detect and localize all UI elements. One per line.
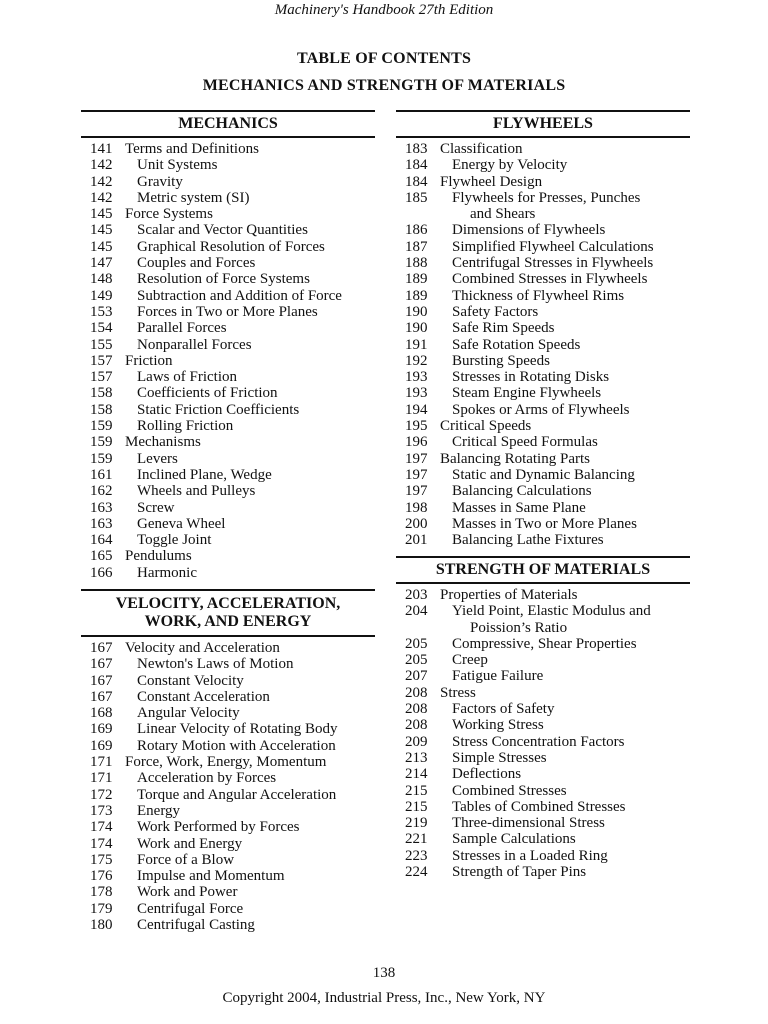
toc-entry-title: Levers — [137, 450, 178, 467]
toc-page-number: 176 — [90, 868, 113, 885]
toc-page-number: 204 — [405, 603, 428, 620]
toc-page-number: 171 — [90, 770, 113, 787]
toc-entry-title: Stresses in a Loaded Ring — [452, 847, 608, 864]
toc-entry — [81, 385, 375, 401]
toc-entry-title: Friction — [125, 352, 173, 369]
toc-page-number: 197 — [405, 483, 428, 500]
toc-entry — [81, 754, 375, 770]
toc-entry — [81, 239, 375, 255]
toc-entry — [396, 864, 690, 880]
toc-entry — [396, 304, 690, 320]
toc-entry-title: Terms and Definitions — [125, 141, 259, 157]
toc-entry-title: Constant Acceleration — [137, 688, 270, 705]
toc-page-number: 189 — [405, 287, 428, 304]
toc-page-number: 203 — [405, 587, 428, 603]
toc-entry — [81, 174, 375, 190]
toc-entry-title: Deflections — [452, 766, 522, 783]
toc-entry-title: Classification — [440, 141, 523, 157]
toc-page-number: 172 — [90, 786, 113, 803]
toc-entry-title: Compressive, Shear Properties — [452, 635, 637, 652]
toc-entry-title: Simple Stresses — [452, 749, 547, 766]
toc-entry-title: Balancing Calculations — [452, 483, 592, 500]
toc-page-number: 169 — [90, 737, 113, 754]
toc-entry-title: Flywheels for Presses, Punches — [452, 189, 641, 206]
strength-section — [396, 556, 690, 880]
toc-entry — [81, 803, 375, 819]
toc-entry — [81, 222, 375, 238]
toc-page-number: 221 — [405, 831, 428, 848]
toc-entry — [396, 815, 690, 831]
toc-entry — [396, 157, 690, 173]
toc-entry — [396, 369, 690, 385]
toc-entry-title: Critical Speed Formulas — [452, 434, 598, 451]
toc-page-number: 184 — [405, 157, 428, 174]
toc-entry — [396, 255, 690, 271]
toc-page-number: 201 — [405, 532, 428, 549]
toc-page-number: 164 — [90, 532, 113, 549]
toc-page-number: 162 — [90, 483, 113, 500]
toc-entry-title: Work and Power — [137, 884, 238, 901]
toc-page-number: 141 — [90, 141, 113, 157]
toc-entry — [396, 783, 690, 799]
toc-entry — [81, 467, 375, 483]
toc-entry — [396, 385, 690, 401]
toc-page-number: 198 — [405, 499, 428, 516]
toc-page-number: 167 — [90, 640, 113, 656]
toc-page-number: 147 — [90, 255, 113, 272]
toc-page-number: 183 — [405, 141, 428, 157]
toc-entry-title: Creep — [452, 652, 488, 669]
toc-entry — [396, 337, 690, 353]
toc-entry — [396, 668, 690, 684]
toc-entry-title: Laws of Friction — [137, 369, 237, 386]
toc-page-number: 205 — [405, 652, 428, 669]
toc-page-number: 214 — [405, 766, 428, 783]
toc-page-number: 175 — [90, 851, 113, 868]
toc-entry — [396, 532, 690, 548]
toc-entry-title: Safety Factors — [452, 303, 539, 320]
toc-list-flywheels — [396, 141, 690, 548]
toc-entry-title: Poission’s Ratio — [470, 619, 568, 636]
toc-page-number: 191 — [405, 336, 428, 353]
toc-list-mechanics — [81, 141, 375, 581]
toc-page-number: 223 — [405, 847, 428, 864]
toc-entry-title: Wheels and Pulleys — [137, 483, 256, 500]
toc-page-number — [396, 206, 440, 222]
toc-entry-title: Energy — [137, 802, 181, 819]
toc-page-number: 171 — [90, 754, 113, 771]
toc-entry — [81, 304, 375, 320]
toc-entry — [81, 689, 375, 705]
toc-entry — [396, 734, 690, 750]
toc-entry — [81, 901, 375, 917]
toc-page-number: 192 — [405, 352, 428, 369]
toc-page-number: 157 — [90, 352, 113, 369]
toc-entry — [81, 288, 375, 304]
toc-entry — [396, 418, 690, 434]
toc-entry-title: Flywheel Design — [440, 173, 543, 190]
toc-page-number: 163 — [90, 499, 113, 516]
toc-entry — [396, 434, 690, 450]
toc-entry — [396, 467, 690, 483]
toc-page-number: 145 — [90, 238, 113, 255]
toc-entry — [396, 239, 690, 255]
toc-page-number: 208 — [405, 701, 428, 718]
toc-entry-title: Work and Energy — [137, 835, 243, 852]
toc-entry — [396, 831, 690, 847]
toc-entry — [396, 636, 690, 652]
toc-page-number: 161 — [90, 466, 113, 483]
toc-page-number: 179 — [90, 900, 113, 917]
toc-page-number: 207 — [405, 668, 428, 685]
toc-entry-title: Force, Work, Energy, Momentum — [125, 754, 327, 771]
toc-entry-title: Balancing Lathe Fixtures — [452, 532, 604, 549]
toc-entry-title: Angular Velocity — [137, 705, 240, 722]
toc-entry — [396, 500, 690, 516]
toc-entry — [81, 418, 375, 434]
toc-entry — [81, 640, 375, 656]
toc-entry-title: Critical Speeds — [440, 418, 532, 435]
toc-entry — [81, 157, 375, 173]
toc-entry — [81, 516, 375, 532]
toc-page-number: 186 — [405, 222, 428, 239]
toc-entry — [81, 190, 375, 206]
toc-page-number: 165 — [90, 548, 113, 565]
toc-entry — [396, 685, 690, 701]
toc-entry-title: Centrifugal Casting — [137, 917, 255, 934]
toc-page-number: 195 — [405, 418, 428, 435]
toc-entry — [396, 750, 690, 766]
toc-page-number: 194 — [405, 401, 428, 418]
toc-entry-title: Impulse and Momentum — [137, 868, 285, 885]
toc-entry — [81, 721, 375, 737]
toc-page-number: 209 — [405, 733, 428, 750]
toc-page-number: 163 — [90, 515, 113, 532]
toc-page-number: 213 — [405, 749, 428, 766]
toc-entry — [81, 483, 375, 499]
toc-entry-title: Centrifugal Stresses in Flywheels — [452, 255, 654, 272]
toc-entry — [81, 917, 375, 933]
flywheels-section — [396, 110, 690, 548]
toc-entry — [81, 500, 375, 516]
toc-entry-title: Fatigue Failure — [452, 668, 544, 685]
toc-entry-title: Pendulums — [125, 548, 192, 565]
toc-entry — [396, 271, 690, 287]
toc-entry-title: Three-dimensional Stress — [452, 815, 605, 832]
toc-entry-title: Dimensions of Flywheels — [452, 222, 606, 239]
toc-page-number: 153 — [90, 303, 113, 320]
toc-entry — [81, 852, 375, 868]
toc-entry-title: Rolling Friction — [137, 418, 234, 435]
toc-page-number: 168 — [90, 705, 113, 722]
toc-page-number: 174 — [90, 835, 113, 852]
toc-list-velocity — [81, 640, 375, 933]
toc-page-number: 167 — [90, 688, 113, 705]
toc-entry-title: Work Performed by Forces — [137, 819, 300, 836]
toc-entry-title: Stress Concentration Factors — [452, 733, 625, 750]
toc-page-number: 219 — [405, 815, 428, 832]
toc-entry-title: Scalar and Vector Quantities — [137, 222, 308, 239]
toc-entry — [81, 548, 375, 564]
section-heading-strength: STRENGTH OF MATERIALS — [396, 556, 690, 584]
toc-page-number: 208 — [405, 684, 428, 701]
toc-page-number: 159 — [90, 434, 113, 451]
toc-entry-title: Sample Calculations — [452, 831, 576, 848]
toc-entry — [396, 701, 690, 717]
page-number: 138 — [372, 965, 396, 981]
toc-entry-title: Stresses in Rotating Disks — [452, 369, 610, 386]
toc-entry — [81, 565, 375, 581]
toc-entry — [81, 369, 375, 385]
toc-entry — [396, 320, 690, 336]
toc-entry — [396, 451, 690, 467]
toc-page-number: 190 — [405, 320, 428, 337]
toc-page-number: 142 — [90, 173, 113, 190]
toc-entry — [81, 434, 375, 450]
toc-entry-title: Geneva Wheel — [137, 515, 226, 532]
toc-entry-title: Static Friction Coefficients — [137, 401, 300, 418]
toc-page-number: 166 — [90, 564, 113, 581]
toc-entry — [396, 174, 690, 190]
toc-entry-title: Bursting Speeds — [452, 352, 550, 369]
toc-entry — [81, 353, 375, 369]
toc-entry-title: Force of a Blow — [137, 851, 235, 868]
running-head: Machinery's Handbook 27th Edition — [274, 2, 494, 18]
toc-page-number: 215 — [405, 798, 428, 815]
toc-entry — [396, 652, 690, 668]
toc-entry — [81, 868, 375, 884]
toc-entry — [81, 271, 375, 287]
toc-entry-title: Harmonic — [137, 564, 197, 581]
toc-page-number: 149 — [90, 287, 113, 304]
toc-page-number: 224 — [405, 864, 428, 881]
toc-entry — [396, 141, 690, 157]
toc-page-number: 178 — [90, 884, 113, 901]
toc-entry-title: Constant Velocity — [137, 672, 244, 689]
toc-page-number: 145 — [90, 206, 113, 223]
toc-page-number: 185 — [405, 189, 428, 206]
toc-page-number: 173 — [90, 802, 113, 819]
toc-entry — [81, 738, 375, 754]
toc-entry-title: Parallel Forces — [137, 320, 227, 337]
toc-entry-title: Centrifugal Force — [137, 900, 244, 917]
toc-page-number: 142 — [90, 189, 113, 206]
toc-entry — [396, 587, 690, 603]
toc-list-strength — [396, 587, 690, 880]
toc-entry — [81, 451, 375, 467]
toc-entry — [396, 766, 690, 782]
toc-page-number: 187 — [405, 238, 428, 255]
toc-page-number: 142 — [90, 157, 113, 174]
toc-page-number: 154 — [90, 320, 113, 337]
toc-entry — [396, 848, 690, 864]
toc-page-number: 180 — [90, 917, 113, 934]
toc-page-number: 190 — [405, 303, 428, 320]
toc-entry — [396, 288, 690, 304]
toc-entry-title: Coefficients of Friction — [137, 385, 278, 402]
toc-entry — [396, 799, 690, 815]
toc-entry — [81, 705, 375, 721]
toc-entry — [81, 673, 375, 689]
toc-entry — [396, 717, 690, 733]
toc-entry-title: Working Stress — [452, 717, 544, 734]
toc-entry — [81, 819, 375, 835]
toc-page-number: 167 — [90, 672, 113, 689]
toc-entry-title: Steam Engine Flywheels — [452, 385, 602, 402]
toc-entry-title: Combined Stresses — [452, 782, 567, 799]
toc-entry — [396, 353, 690, 369]
velocity-section — [81, 589, 375, 933]
toc-entry-title: Spokes or Arms of Flywheels — [452, 401, 630, 418]
toc-entry-title: Stress — [440, 684, 476, 701]
toc-entry — [81, 141, 375, 157]
copyright-notice: Copyright 2004, Industrial Press, Inc., New York, NY — [222, 990, 546, 1006]
toc-entry — [396, 516, 690, 532]
toc-entry-title: Rotary Motion with Acceleration — [137, 737, 336, 754]
toc-entry — [396, 620, 690, 636]
toc-entry-title: Toggle Joint — [137, 532, 212, 549]
toc-entry — [396, 222, 690, 238]
toc-entry-title: Energy by Velocity — [452, 157, 568, 174]
toc-entry-title: Nonparallel Forces — [137, 336, 252, 353]
toc-entry-title: Masses in Two or More Planes — [452, 515, 637, 532]
toc-entry-title: Metric system (SI) — [137, 189, 250, 206]
toc-page-number: 159 — [90, 418, 113, 435]
toc-entry-title: Yield Point, Elastic Modulus and — [452, 603, 651, 620]
toc-page-number: 158 — [90, 385, 113, 402]
toc-entry — [81, 402, 375, 418]
toc-entry-title: Balancing Rotating Parts — [440, 450, 590, 467]
toc-entry — [81, 206, 375, 222]
toc-page-number: 159 — [90, 450, 113, 467]
toc-page-number: 184 — [405, 173, 428, 190]
toc-entry-title: Acceleration by Forces — [137, 770, 277, 787]
toc-entry-title: Resolution of Force Systems — [137, 271, 310, 288]
toc-page-number: 157 — [90, 369, 113, 386]
toc-entry-title: Couples and Forces — [137, 255, 256, 272]
toc-entry-title: Thickness of Flywheel Rims — [452, 287, 625, 304]
toc-entry-title: Subtraction and Addition of Force — [137, 287, 342, 304]
toc-page-number: 196 — [405, 434, 428, 451]
toc-page-number: 167 — [90, 656, 113, 673]
toc-entry — [396, 206, 690, 222]
section-heading-mechanics: MECHANICS — [81, 110, 375, 138]
toc-entry — [396, 483, 690, 499]
toc-entry-title: Combined Stresses in Flywheels — [452, 271, 648, 288]
toc-page-number — [396, 620, 440, 636]
page-subtitle: MECHANICS AND STRENGTH OF MATERIALS — [202, 77, 566, 94]
toc-entry-title: Inclined Plane, Wedge — [137, 466, 272, 483]
toc-page-number: 174 — [90, 819, 113, 836]
toc-page-number: 189 — [405, 271, 428, 288]
toc-entry-title: Masses in Same Plane — [452, 499, 586, 516]
toc-entry-title: Simplified Flywheel Calculations — [452, 238, 654, 255]
toc-entry-title: Forces in Two or More Planes — [137, 303, 318, 320]
section-heading-velocity-line2: WORK, AND ENERGY — [144, 613, 312, 630]
toc-entry — [81, 337, 375, 353]
toc-entry — [396, 402, 690, 418]
toc-entry-title: Screw — [137, 499, 175, 516]
toc-entry-title: Linear Velocity of Rotating Body — [137, 721, 338, 738]
toc-page-number: 145 — [90, 222, 113, 239]
toc-entry — [81, 656, 375, 672]
toc-entry-title: Torque and Angular Acceleration — [137, 786, 337, 803]
toc-entry-title: Strength of Taper Pins — [452, 864, 587, 881]
toc-entry-title: Tables of Combined Stresses — [452, 798, 626, 815]
toc-entry-title: Newton's Laws of Motion — [137, 656, 294, 673]
toc-entry-title: Force Systems — [125, 206, 213, 223]
toc-entry-title: Graphical Resolution of Forces — [137, 238, 325, 255]
toc-page-number: 205 — [405, 635, 428, 652]
toc-entry — [81, 787, 375, 803]
toc-page-number: 200 — [405, 515, 428, 532]
toc-entry-title: Factors of Safety — [452, 701, 555, 718]
toc-page-number: 148 — [90, 271, 113, 288]
toc-page-number: 193 — [405, 369, 428, 386]
toc-entry — [81, 255, 375, 271]
toc-entry — [81, 836, 375, 852]
toc-entry-title: Velocity and Acceleration — [125, 640, 280, 656]
toc-entry — [81, 770, 375, 786]
toc-entry-title: Safe Rotation Speeds — [452, 336, 581, 353]
toc-entry-title: Safe Rim Speeds — [452, 320, 555, 337]
toc-entry — [81, 320, 375, 336]
toc-entry — [396, 190, 690, 206]
toc-page-number: 193 — [405, 385, 428, 402]
mechanics-section — [81, 110, 375, 581]
toc-entry — [81, 884, 375, 900]
toc-entry — [81, 532, 375, 548]
toc-page-number: 197 — [405, 450, 428, 467]
toc-entry-title: and Shears — [470, 206, 536, 223]
toc-page-number: 208 — [405, 717, 428, 734]
toc-entry-title: Static and Dynamic Balancing — [452, 466, 635, 483]
toc-page-number: 169 — [90, 721, 113, 738]
toc-entry — [396, 603, 690, 619]
toc-entry-title: Unit Systems — [137, 157, 218, 174]
toc-page-number: 158 — [90, 401, 113, 418]
toc-page-number: 197 — [405, 466, 428, 483]
toc-entry-title: Gravity — [137, 173, 183, 190]
section-heading-flywheels: FLYWHEELS — [396, 110, 690, 138]
toc-page-number: 155 — [90, 336, 113, 353]
page-title: TABLE OF CONTENTS — [296, 50, 472, 67]
toc-entry-title: Mechanisms — [125, 434, 201, 451]
section-heading-velocity-line1: VELOCITY, ACCELERATION, — [115, 595, 341, 612]
toc-page-number: 188 — [405, 255, 428, 272]
toc-entry-title: Properties of Materials — [440, 587, 578, 603]
toc-page-number: 215 — [405, 782, 428, 799]
section-heading-velocity — [81, 589, 375, 637]
